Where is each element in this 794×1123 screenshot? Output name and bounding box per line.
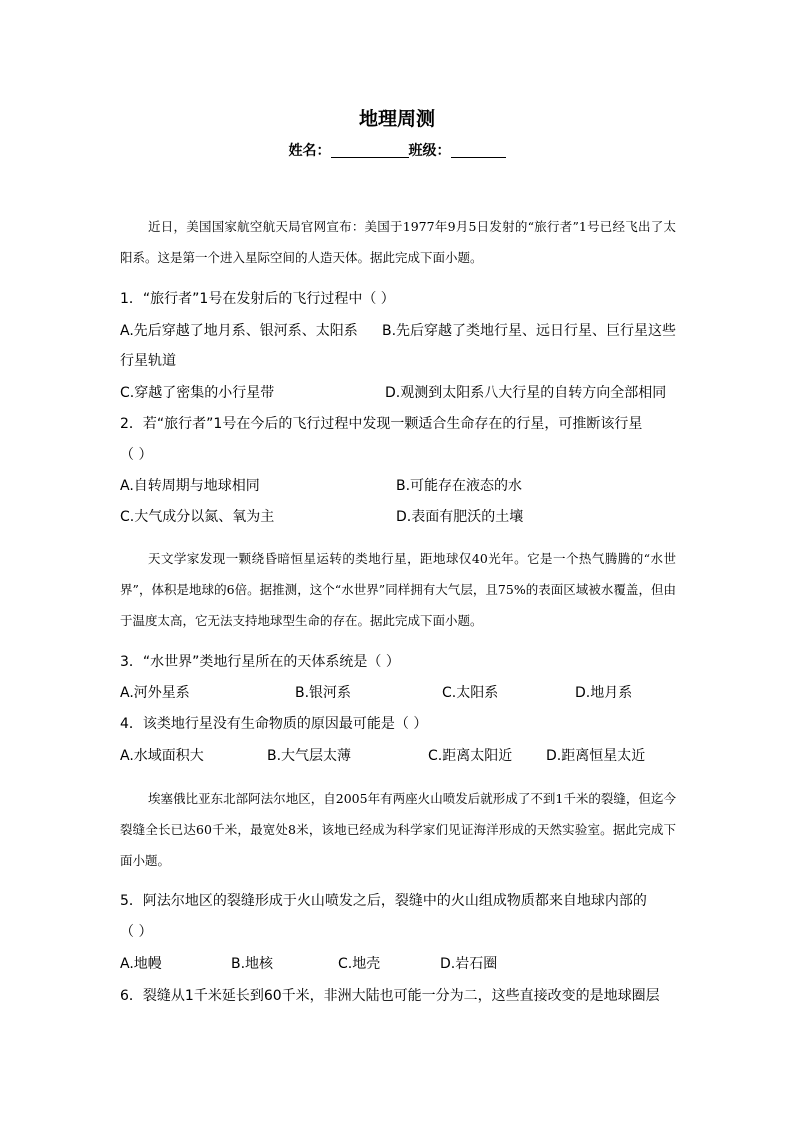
name-label: 姓名： — [288, 143, 331, 159]
class-label: 班级： — [408, 143, 451, 159]
question-1-options-row-3 — [120, 378, 680, 409]
page-title: 地理周测 — [358, 108, 435, 130]
question-4-options — [120, 741, 680, 772]
option-1a[interactable]: A.先后穿越了地月系、银河系、太阳系 — [120, 323, 358, 339]
question-1-options-row-1 — [120, 316, 680, 347]
option-1d[interactable]: D.观测到太阳系八大行星的自转方向全部相同 — [385, 385, 667, 401]
option-1c[interactable]: C.穿越了密集的小行星带 — [120, 385, 275, 401]
question-3-options — [120, 678, 680, 709]
option-2b[interactable]: B.可能存在液态的水 — [396, 478, 523, 494]
option-4b[interactable]: B.大气层太薄 — [267, 748, 352, 764]
option-3d[interactable]: D.地月系 — [575, 685, 633, 701]
question-6-stem: 6．裂缝从1千米延长到60千米，非洲大陆也可能一分为二，这些直接改变的是地球圈层 — [120, 988, 660, 1004]
option-4a[interactable]: A.水域面积大 — [120, 748, 204, 764]
question-5-answer-bracket: （ ） — [120, 924, 153, 940]
question-2-stem: 2．若“旅行者”1号在今后的飞行过程中发现一颗适合生命存在的行星，可推断该行星 — [120, 416, 643, 432]
option-4d[interactable]: D.距离恒星太近 — [546, 748, 646, 764]
option-3b[interactable]: B.银河系 — [295, 685, 352, 701]
question-5-stem: 5．阿法尔地区的裂缝形成于火山喷发之后，裂缝中的火山组成物质都来自地球内部的 — [120, 893, 647, 909]
question-3-stem: 3．“水世界”类地行星所在的天体系统是（ ） — [120, 654, 400, 670]
option-4c[interactable]: C.距离太阳近 — [428, 748, 513, 764]
question-4-stem: 4．该类地行星没有生命物质的原因最可能是（ ） — [120, 716, 428, 732]
option-5a[interactable]: A.地幔 — [120, 956, 162, 972]
option-1b[interactable]: B.先后穿越了类地行星、远日行星、巨行星这些 — [382, 323, 677, 339]
passage-2: 天文学家发现一颗绕昏暗恒星运转的类地行星，距地球仅40光年。它是一个热气腾腾的“水世界”，体积是地球的6倍。据推测，这个“水世界”同样拥有大气层，且75%的表面区域被水覆盖，但由于温度太高，它无法支持地球型生命的存在。据此完成下面小题。 — [120, 551, 676, 628]
option-5b[interactable]: B.地核 — [231, 956, 274, 972]
passage-1: 近日，美国国家航空航天局官网宣布：美国于1977年9月5日发射的“旅行者”1号已经飞出了太阳系。这是第一个进入星际空间的人造天体。据此完成下面小题。 — [120, 219, 676, 265]
option-2d[interactable]: D.表面有肥沃的土壤 — [396, 509, 524, 525]
option-3c[interactable]: C.太阳系 — [442, 685, 499, 701]
option-3a[interactable]: A.河外星系 — [120, 685, 190, 701]
question-1-options-row-2 — [120, 346, 680, 377]
option-2a[interactable]: A.自转周期与地球相同 — [120, 478, 260, 494]
option-2c[interactable]: C.大气成分以氮、氧为主 — [120, 509, 275, 525]
option-5c[interactable]: C.地壳 — [338, 956, 381, 972]
question-5-options — [120, 949, 680, 980]
class-blank[interactable] — [451, 143, 506, 158]
option-5d[interactable]: D.岩石圈 — [440, 956, 498, 972]
name-class-line — [0, 140, 794, 160]
question-1-stem: 1．“旅行者”1号在发射后的飞行过程中（ ） — [120, 291, 395, 307]
name-blank[interactable] — [331, 143, 409, 158]
question-2-options-row-2 — [120, 502, 680, 533]
question-2-options-row-1 — [120, 471, 680, 502]
option-1b-continued[interactable]: 行星轨道 — [120, 353, 176, 369]
passage-3: 埃塞俄比亚东北部阿法尔地区，自2005年有两座火山喷发后就形成了不到1千米的裂缝，但迄今裂缝全长已达60千米，最宽处8米，该地已经成为科学家们见证海洋形成的天然实验室。据此完成下面小题。 — [120, 791, 676, 868]
question-2-answer-bracket: （ ） — [120, 447, 153, 463]
